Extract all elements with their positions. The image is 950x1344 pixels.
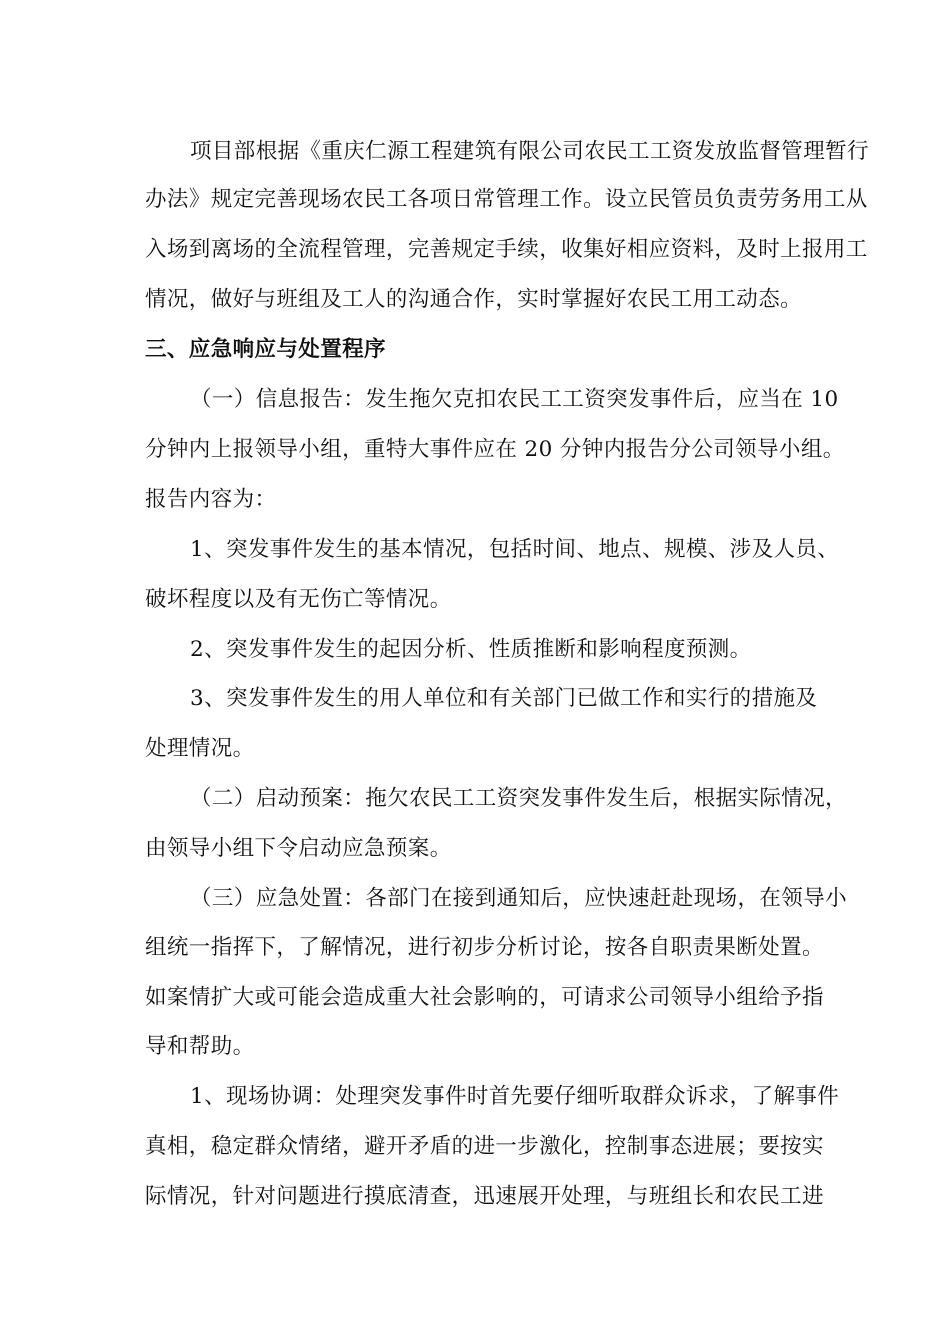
paragraph-line: 1、现场协调：处理突发事件时首先要仔细听取群众诉求，了解事件: [190, 1084, 840, 1109]
paragraph-line: （二）启动预案：拖欠农民工工资突发事件发生后，根据实际情况，: [190, 786, 848, 811]
paragraph-line: 分钟内上报领导小组，重特大事件应在 20 分钟内报告分公司领导小组。: [145, 437, 845, 462]
paragraph-line: 报告内容为：: [145, 487, 277, 512]
paragraph-line: 情况，做好与班组及工人的沟通合作，实时掌握好农民工用工动态。: [145, 287, 803, 312]
paragraph-line: 处理情况。: [145, 736, 255, 761]
section-heading: 三、应急响应与处置程序: [145, 337, 386, 362]
paragraph-line: （一）信息报告：发生拖欠克扣农民工工资突发事件后，应当在 10: [190, 387, 839, 412]
paragraph-line: 组统一指挥下，了解情况，进行初步分析讨论，按各自职责果断处置。: [145, 935, 824, 960]
paragraph-line: 3、突发事件发生的用人单位和有关部门已做工作和实行的措施及: [190, 686, 818, 711]
paragraph-line: 项目部根据《重庆仁源工程建筑有限公司农民工工资发放监督管理暂行: [190, 139, 869, 164]
paragraph-line: 入场到离场的全流程管理，完善规定手续，收集好相应资料，及时上报用工: [145, 237, 868, 262]
paragraph-line: 如案情扩大或可能会造成重大社会影响的，可请求公司领导小组给予指: [145, 985, 824, 1010]
paragraph-line: 导和帮助。: [145, 1034, 255, 1059]
paragraph-line: 破坏程度以及有无伤亡等情况。: [145, 587, 452, 612]
paragraph-line: 1、突发事件发生的基本情况，包括时间、地点、规模、涉及人员、: [190, 537, 840, 562]
paragraph-line: （三）应急处置：各部门在接到通知后，应快速赶赴现场，在领导小: [190, 886, 848, 911]
paragraph-line: 2、突发事件发生的起因分析、性质推断和影响程度预测。: [190, 637, 752, 662]
paragraph-line: 真相，稳定群众情绪，避开矛盾的进一步激化，控制事态进展；要按实: [145, 1134, 824, 1159]
paragraph-line: 际情况，针对问题进行摸底清查，迅速展开处理，与班组长和农民工进: [145, 1184, 824, 1209]
paragraph-line: 由领导小组下令启动应急预案。: [145, 836, 452, 861]
paragraph-line: 办法》规定完善现场农民工各项日常管理工作。设立民管员负责劳务用工从: [145, 187, 868, 212]
